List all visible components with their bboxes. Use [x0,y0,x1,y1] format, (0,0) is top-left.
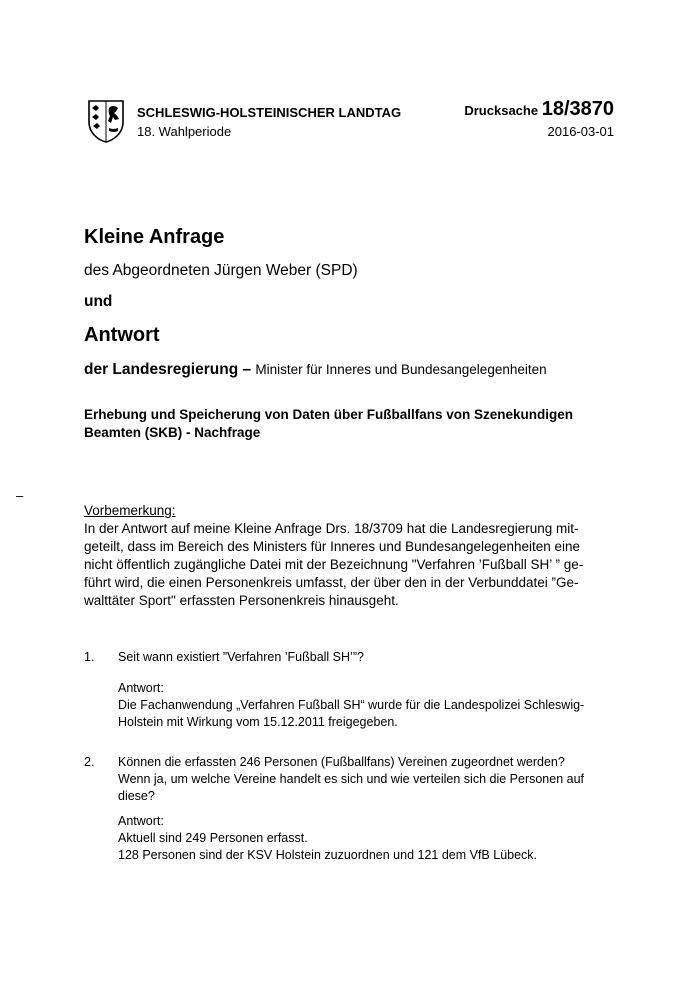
margin-mark: – [16,488,24,503]
subject-heading [84,406,624,442]
text-line: Wenn ja, um welche Vereine handelt es sich und wie verteilen sich die Personen auf [118,772,585,786]
text-line: führt wird, die einen Personenkreis umfasst, der über den in der Verbunddatei ”Ge- [84,575,579,590]
text-line: In der Antwort auf meine Kleine Anfrage Drs. 18/3709 hat die Landesregierung mit- [84,521,579,536]
title-antwort: Antwort [84,324,160,346]
answer-label: Antwort: [118,814,164,828]
text-line: Holstein mit Wirkung vom 15.12.2011 freigegeben. [118,715,398,729]
document-date: 2016-03-01 [547,124,614,139]
text-line: 128 Personen sind der KSV Holstein zuzuordnen und 121 dem VfB Lübeck. [118,848,538,862]
legislative-period: 18. Wahlperiode [137,124,232,139]
parliament-name: SCHLESWIG-HOLSTEINISCHER LANDTAG [137,105,402,120]
preliminary-remark-heading: Vorbemerkung: [84,503,176,518]
question-number: 1. [84,650,95,664]
text-line: Können die erfassten 246 Personen (Fußballfans) Vereinen zugeordnet werden? [118,755,565,769]
text-line: walttäter Sport" erfassten Personenkreis hinausgeht. [84,593,399,608]
inquirer-line: des Abgeordneten Jürgen Weber (SPD) [84,262,358,279]
subject-line: Beamten (SKB) - Nachfrage [84,425,261,440]
conjunction-und: und [84,293,113,310]
text-line: nicht öffentlich zugängliche Datei mit der Bezeichnung "Verfahren ’Fußball SH’ ” ge- [84,557,584,572]
answer-2 [118,813,618,864]
coat-of-arms-icon [86,98,126,144]
answer-1 [118,680,618,731]
answer-label: Antwort: [118,681,164,695]
respondent-government: der Landesregierung – [84,361,252,378]
respondent-minister: Minister für Inneres und Bundesangelegenheiten [255,362,547,377]
document-number-value: 18/3870 [541,98,614,120]
question-text [118,754,618,805]
question-text [118,649,618,666]
text-line: Seit wann existiert ”Verfahren ’Fußball SH’”? [118,650,364,664]
question-number: 2. [84,755,95,769]
respondent-line [84,361,547,379]
subject-line: Erhebung und Speicherung von Daten über Fußballfans von Szenekundigen [84,407,574,422]
document-number [464,98,614,121]
text-line: Die Fachanwendung „Verfahren Fußball SH“ wurde für die Landespolizei Schleswig- [118,698,585,712]
text-line: diese? [118,789,155,803]
title-kleine-anfrage: Kleine Anfrage [84,226,225,248]
text-line: geteilt, dass im Bereich des Ministers für Inneres und Bundesangelegenheiten eine [84,539,581,554]
document-label: Drucksache [464,103,539,118]
text-line: Aktuell sind 249 Personen erfasst. [118,831,308,845]
preliminary-remark-text [84,520,614,610]
